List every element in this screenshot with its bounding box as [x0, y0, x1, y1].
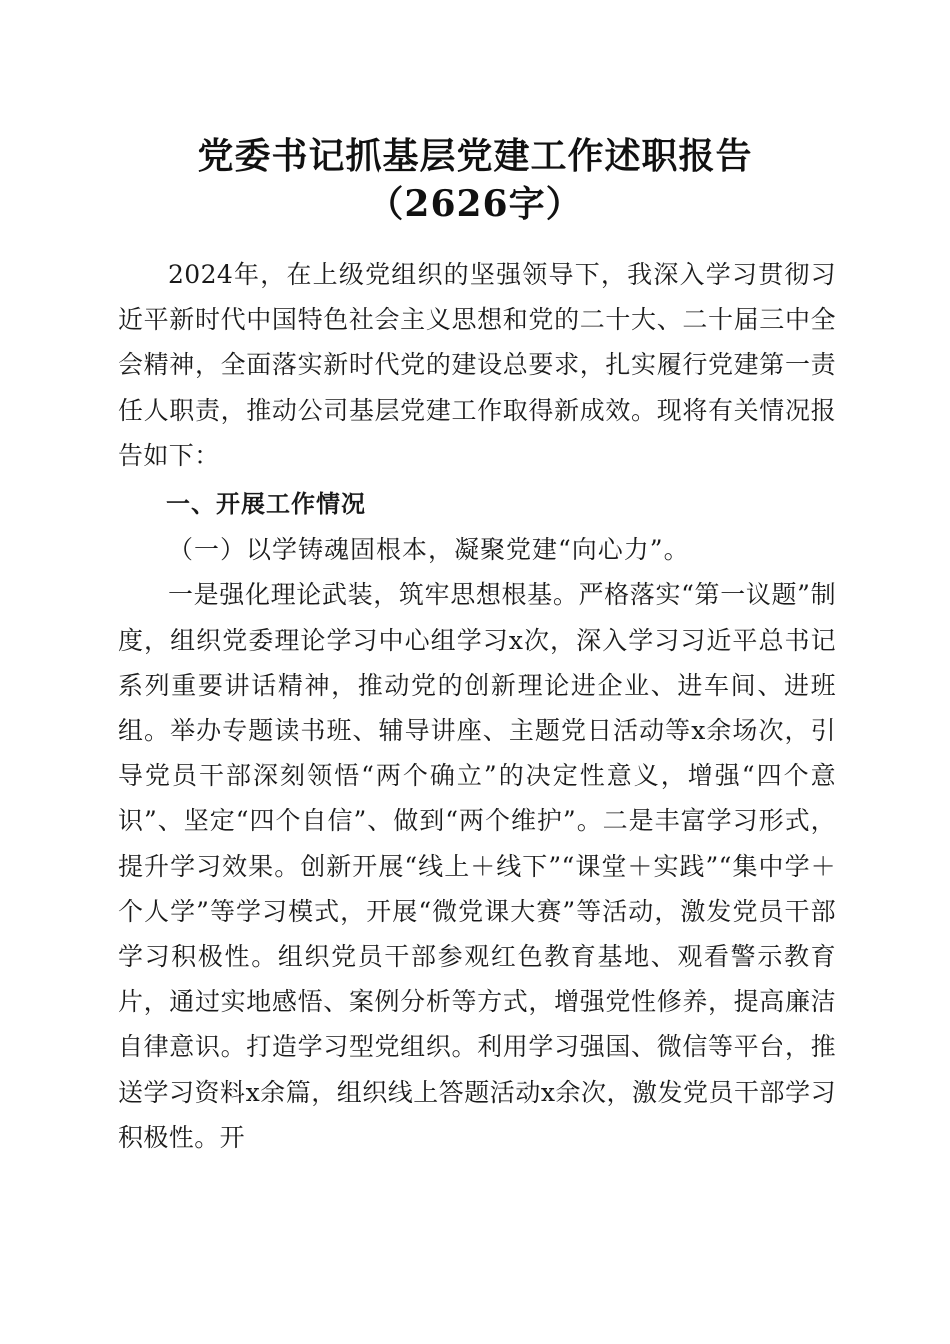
body-paragraph: 一是强化理论武装，筑牢思想根基。严格落实“第一议题”制度，组织党委理论学习中心组学习x次，深入学习习近平总书记系列重要讲话精神，推动党的创新理论进企业、进车间、进班组。举办专题读书班、辅导讲座、主题党日活动等x余场次，引导党员干部深刻领悟“两个确立”的决定性意义，增强“四个意识”、坚定“四个自信”、做到“两个维护”。二是丰富学习形式，提升学习效果。创新开展“线上＋线下”“课堂＋实践”“集中学＋个人学”等学习模式，开展“微党课大赛”等活动，激发党员干部学习积极性。组织党员干部参观红色教育基地、观看警示教育片，通过实地感悟、案例分析等方式，增强党性修养，提高廉洁自律意识。打造学习型党组织。利用学习强国、微信等平台，推送学习资料x余篇，组织线上答题活动x余次，激发党员干部学习积极性。开	[118, 580, 836, 1152]
intro-paragraph: 2024年，在上级党组织的坚强领导下，我深入学习贯彻习近平新时代中国特色社会主义思想和党的二十大、二十届三中全会精神，全面落实新时代党的建设总要求，扎实履行党建第一责任人职责，推动公司基层党建工作取得新成效。现将有关情况报告如下：	[118, 260, 836, 470]
section-heading: 一、开展工作情况	[166, 490, 366, 519]
document-title: 党委书记抓基层党建工作述职报告（2626字）	[197, 135, 753, 225]
subsection-heading: （一）以学铸魂固根本，凝聚党建“向心力”。	[168, 535, 690, 565]
document-body	[118, 252, 836, 1160]
